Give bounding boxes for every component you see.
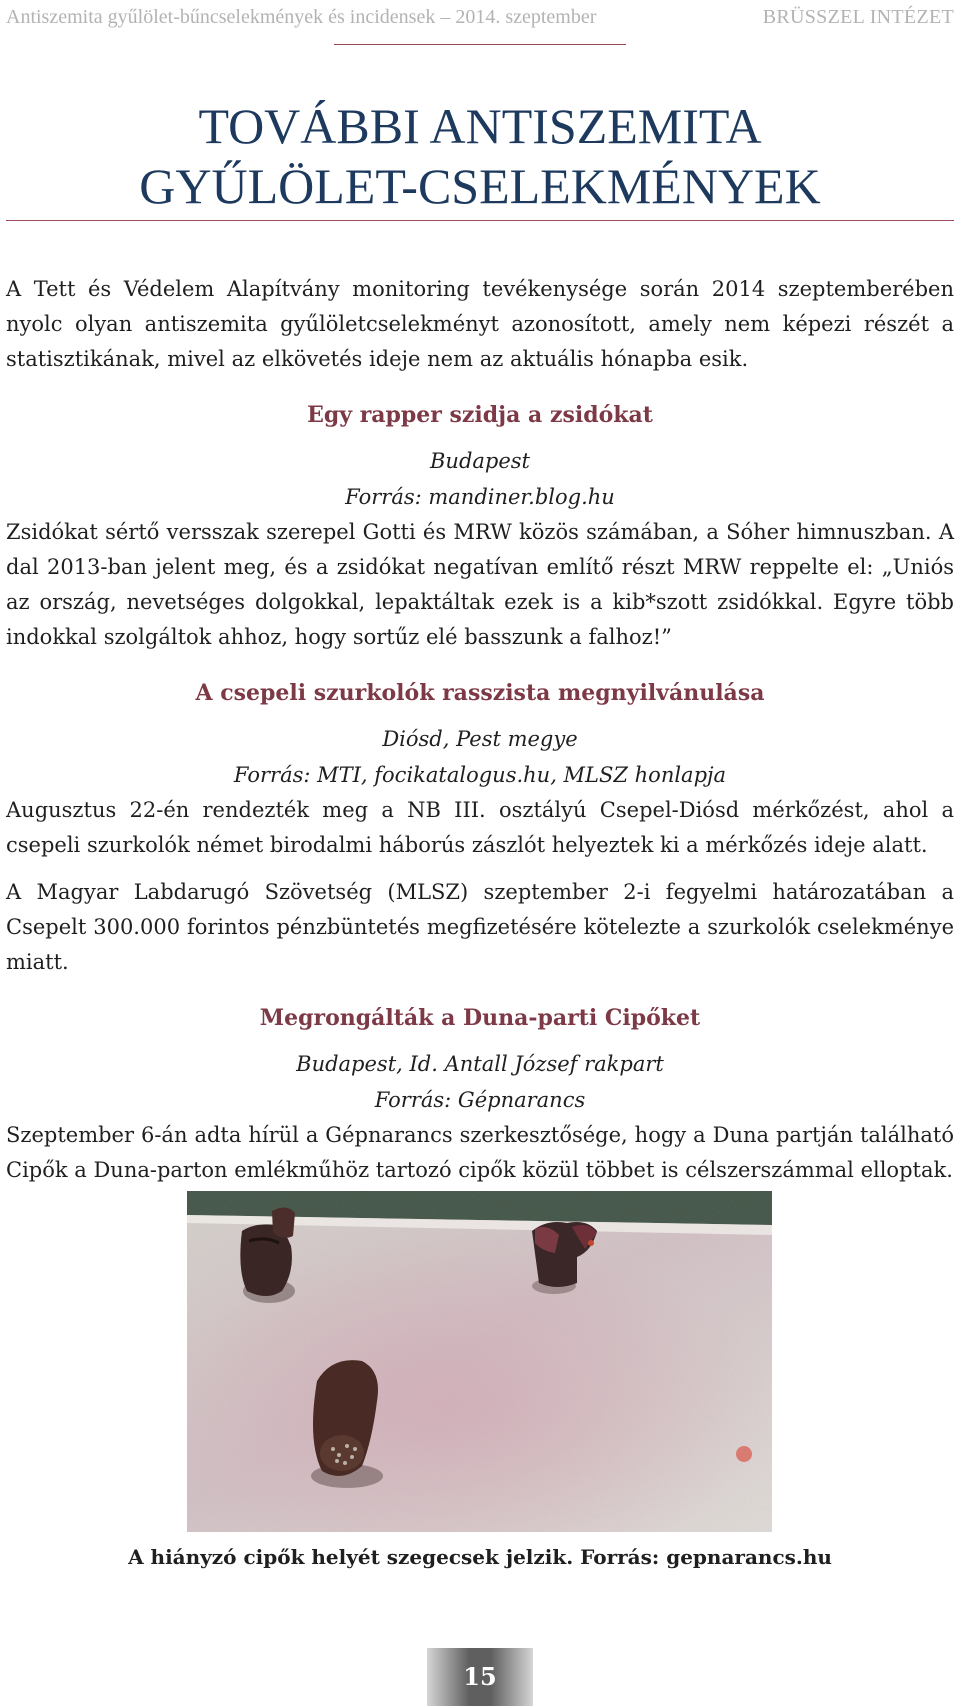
- shoes-photo-illustration: [187, 1191, 772, 1532]
- section-paragraph: Augusztus 22-én rendezték meg a NB III. osztályú Csepel-Diósd mérkőzést, ahol a csepeli szurkolók német birodalmi háborús zászlót helyeztek ki a mérkőzés ideje alatt.: [6, 798, 954, 857]
- section-heading-csepel: A csepeli szurkolók rasszista megnyilvánulása: [195, 680, 765, 706]
- section-location: Diósd, Pest megye: [382, 727, 578, 751]
- section-paragraph: A Magyar Labdarugó Szövetség (MLSZ) szeptember 2-i fegyelmi határozatában a Csepelt 300.000 forintos pénzbüntetés megfizetésére kötelezte a szurkolók cselekménye miatt.: [6, 880, 954, 974]
- shoes-photo: [187, 1191, 772, 1532]
- running-header-publisher: BRÜSSZEL INTÉZET: [762, 6, 954, 28]
- running-header: [6, 6, 954, 32]
- page-title-line-1: TOVÁBBI ANTISZEMITA: [198, 98, 762, 154]
- section-paragraph: Szeptember 6-án adta hírül a Gépnarancs szerkesztősége, hogy a Duna partján található Cipők a Duna-parton emlékműhöz tartozó cipők közül többet is célszerszámmal elloptak.: [6, 1123, 954, 1182]
- intro-paragraph: A Tett és Védelem Alapítvány monitoring tevékenysége során 2014 szeptemberében nyolc olyan antiszemita gyűlöletcselekményt azonosított, amely nem képezi részét a statisztikának, mivel az elkövetés ideje nem az aktuális hónapba esik.: [6, 277, 954, 371]
- photo-caption: A hiányzó cipők helyét szegecsek jelzik. Forrás: gepnarancs.hu: [128, 1545, 832, 1569]
- page-number: 15: [427, 1648, 533, 1706]
- page-title-line-2: GYŰLÖLET-CSELEKMÉNYEK: [139, 158, 821, 214]
- section-heading-rapper: Egy rapper szidja a zsidókat: [307, 402, 653, 428]
- section-location: Budapest, Id. Antall József rakpart: [296, 1052, 664, 1076]
- section-source: Forrás: Gépnarancs: [374, 1088, 586, 1112]
- section-location: Budapest: [429, 449, 530, 473]
- page-title: [0, 96, 960, 216]
- section-source: Forrás: MTI, focikatalogus.hu, MLSZ honlapja: [233, 763, 727, 787]
- header-divider: [334, 44, 626, 45]
- article-body: [6, 272, 954, 1188]
- section-paragraph: Zsidókat sértő versszak szerepel Gotti és MRW közös számában, a Sóher himnuszban. A dal 2013-ban jelent meg, és a zsidókat negatívan említő részt MRW reppelte el: „Uniós az ország, nevetséges dolgokkal, lepaktáltak ezek is a kib*szott zsidókkal. Egyre több indokkal szolgáltok ahhoz, hogy sortűz elé basszunk a falhoz!”: [6, 520, 954, 649]
- section-source: Forrás: mandiner.blog.hu: [345, 485, 615, 509]
- title-divider: [6, 220, 954, 221]
- running-header-title: Antiszemita gyűlölet-bűncselekmények és incidensek – 2014. szeptember: [6, 6, 597, 28]
- section-heading-shoes: Megrongálták a Duna-parti Cipőket: [259, 1005, 701, 1031]
